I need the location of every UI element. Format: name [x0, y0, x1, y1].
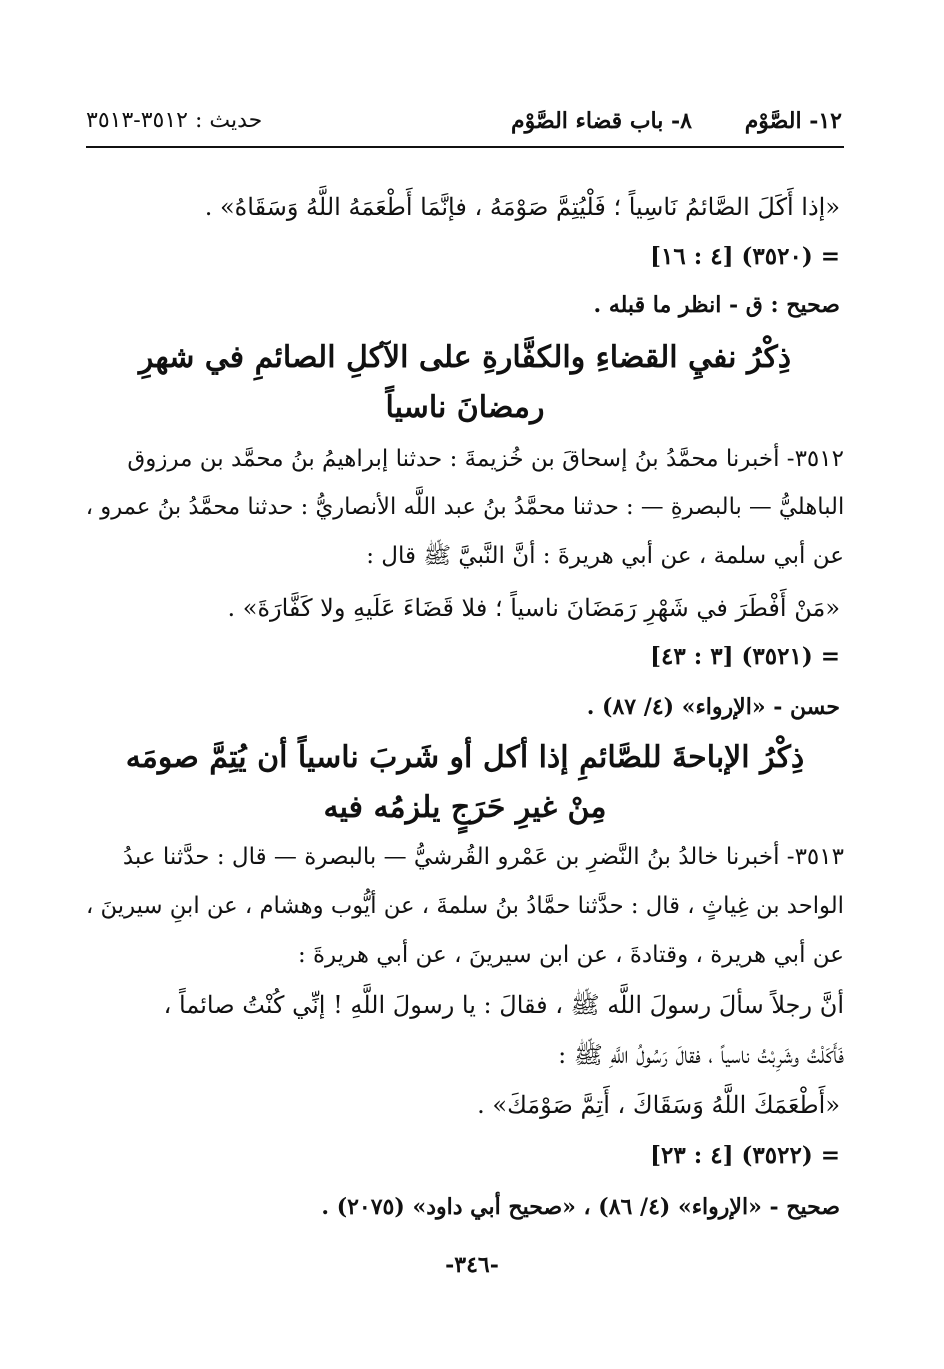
- cross-reference: = (٣٥٢٢) [٤ : ٢٣]: [650, 1142, 840, 1169]
- header-hadith-range: حديث : ٣٥١٢-٣٥١٣: [86, 108, 263, 133]
- isnad-line: ٣٥١٣- أخبرنا خالدُ بنُ النَّضرِ بن عَمْرو القُرشيُّ — بالبصرة — قال : حدَّثنا عبدُ: [122, 844, 844, 870]
- header-chapter-title: ٨- باب قضاء الصَّوْم: [511, 108, 692, 134]
- cross-reference: = (٣٥٢٠) [٤ : ١٦]: [650, 243, 840, 270]
- section-heading-continued: رمضانَ ناسياً: [385, 390, 545, 425]
- isnad-line: عن أبي هريرة ، وقتادةَ ، عن ابن سيرينَ ، عن أبي هريرةَ :: [297, 942, 844, 968]
- hadith-text-line: أنَّ رجلاً سألَ رسولَ اللَّه ﷺ ، فقالَ : يا رسولَ اللَّهِ ! إنِّي كُنْتُ صائماً ،: [163, 991, 844, 1019]
- grading-note: صحيح - «الإرواء» (٤/ ٨٦) ، «صحيح أبي داود» (٢٠٧٥) .: [321, 1194, 840, 1220]
- isnad-line: الواحد بن غِياثٍ ، قال : حدَّثنا حمَّادُ بنُ سلمةَ ، عن أيُّوب وهشام ، عن ابنِ سيرينَ ،: [85, 893, 844, 919]
- grading-note: صحيح : ق - انظر ما قبله .: [593, 292, 840, 318]
- section-heading: ذِكْرُ نفيِ القضاءِ والكفَّارةِ على الآكلِ الصائمِ في شهرِ: [138, 340, 792, 375]
- isnad-line: عن أبي سلمة ، عن أبي هريرةَ : أنَّ النَّبيَّ ﷺ قال :: [366, 543, 844, 569]
- running-header: [86, 108, 842, 144]
- hadith-text-line: «أَطْعَمَكَ اللَّهُ وَسَقَاكَ ، أَتِمَّ صَوْمَكَ» .: [477, 1091, 840, 1119]
- section-heading: ذِكْرُ الإباحةَ للصَّائمِ إذا أكل أو شَربَ ناسياً أن يُتِمَّ صومَه: [125, 740, 805, 775]
- header-divider: [86, 146, 844, 148]
- isnad-line: الباهليُّ — بالبصرةِ — : حدثنا محمَّدُ بنُ عبد اللَّه الأنصاريُّ : حدثنا محمَّدُ بنُ عمرو ،: [85, 494, 844, 520]
- hadith-text-line: فَأَكَلْتُ وشَرِبْتُ ناسياً ، فقالَ رَسُولُ اللَّهِ ﷺ :: [558, 1041, 844, 1069]
- header-book-title: ١٢- الصَّوْم: [744, 108, 842, 134]
- hadith-text-line: «إذا أَكَلَ الصَّائمُ نَاسِياً ؛ فَلْيُتِمَّ صَوْمَهُ ، فإنَّمَا أَطْعَمَهُ اللَّهُ وَسَقَاهُ» .: [204, 193, 840, 221]
- section-heading-continued: مِنْ غيرِ حَرَجٍ يلزمُه فيه: [323, 790, 607, 825]
- cross-reference: = (٣٥٢١) [٣ : ٤٣]: [650, 643, 840, 670]
- grading-note: حسن - «الإرواء» (٤/ ٨٧) .: [586, 694, 840, 720]
- isnad-line: ٣٥١٢- أخبرنا محمَّدُ بنُ إسحاقَ بن خُزيمةَ : حدثنا إبراهيمُ بنُ محمَّد بن مرزوق: [127, 446, 844, 472]
- page-number: -٣٤٦-: [445, 1252, 499, 1278]
- hadith-text-line: «مَنْ أَفْطَرَ في شَهْرِ رَمَضَانَ ناسياً ؛ فلا قَضَاءَ عَلَيهِ ولا كَفَّارَةَ» .: [227, 594, 840, 622]
